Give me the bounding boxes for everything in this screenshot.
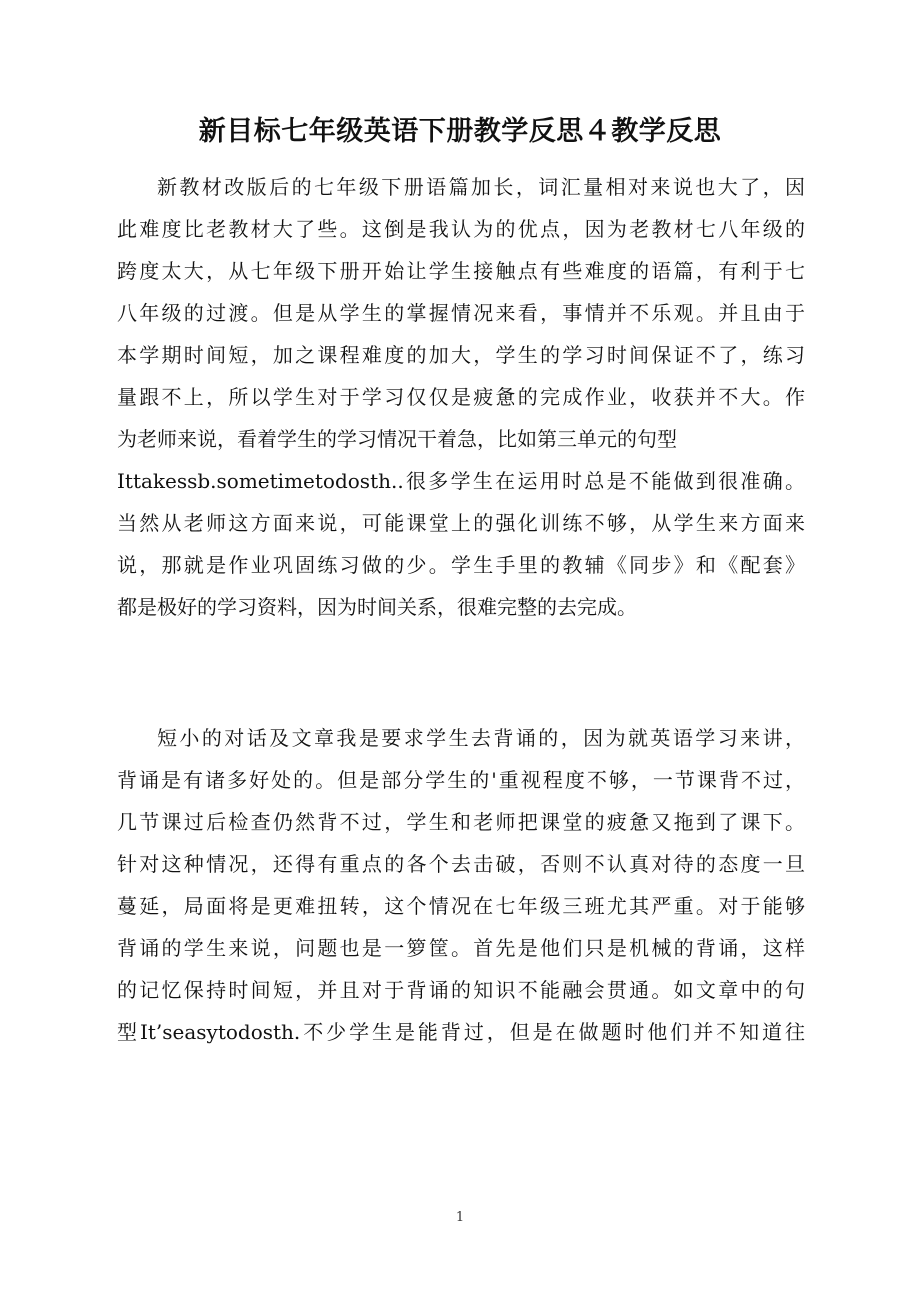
paragraph-line: 当然从老师这方面来说，可能课堂上的强化训练不够，从学生来方面来: [117, 511, 805, 535]
paragraph-1: [117, 166, 805, 628]
paragraph-line: 跨度太大，从七年级下册开始让学生接触点有些难度的语篇，有利于七: [117, 259, 805, 283]
paragraph-line: 都是极好的学习资料，因为时间关系，很难完整的去完成。: [117, 595, 637, 619]
paragraph-line: 短小的对话及文章我是要求学生去背诵的，因为就英语学习来讲，: [157, 726, 805, 750]
page-number: 1: [455, 1210, 465, 1225]
paragraph-line: 针对这种情况，还得有重点的各个去击破，否则不认真对待的态度一旦: [117, 852, 805, 876]
document-title: 新目标七年级英语下册教学反思４教学反思: [198, 116, 722, 147]
paragraph-line: 量跟不上，所以学生对于学习仅仅是疲惫的完成作业，收获并不大。作: [117, 385, 805, 409]
paragraph-line: 背诵是有诸多好处的。但是部分学生的'重视程度不够，一节课背不过，: [117, 768, 805, 792]
paragraph-line: 此难度比老教材大了些。这倒是我认为的优点，因为老教材七八年级的: [117, 217, 805, 241]
paragraph-line: 型It’seasytodosth.不少学生是能背过，但是在做题时他们并不知道往: [117, 1020, 805, 1044]
paragraph-line: 背诵的学生来说，问题也是一箩筐。首先是他们只是机械的背诵，这样: [117, 936, 805, 960]
paragraph-line: 的记忆保持时间短，并且对于背诵的知识不能融会贯通。如文章中的句: [117, 978, 805, 1002]
paragraph-2: [117, 717, 805, 1053]
paragraph-line: 几节课过后检查仍然背不过，学生和老师把课堂的疲惫又拖到了课下。: [117, 810, 805, 834]
paragraph-line: 说，那就是作业巩固练习做的少。学生手里的教辅《同步》和《配套》: [117, 553, 805, 577]
paragraph-line: 本学期时间短，加之课程难度的加大，学生的学习时间保证不了，练习: [117, 343, 805, 367]
paragraph-line: 八年级的过渡。但是从学生的掌握情况来看，事情并不乐观。并且由于: [117, 301, 805, 325]
paragraph-line: 为老师来说，看着学生的学习情况干着急，比如第三单元的句型: [117, 427, 677, 451]
paragraph-line: 蔓延，局面将是更难扭转，这个情况在七年级三班尤其严重。对于能够: [117, 894, 805, 918]
paragraph-line: 新教材改版后的七年级下册语篇加长，词汇量相对来说也大了，因: [157, 175, 805, 199]
paragraph-line: Ittakessb.sometimetodosth..很多学生在运用时总是不能做到很准确。: [117, 469, 805, 493]
